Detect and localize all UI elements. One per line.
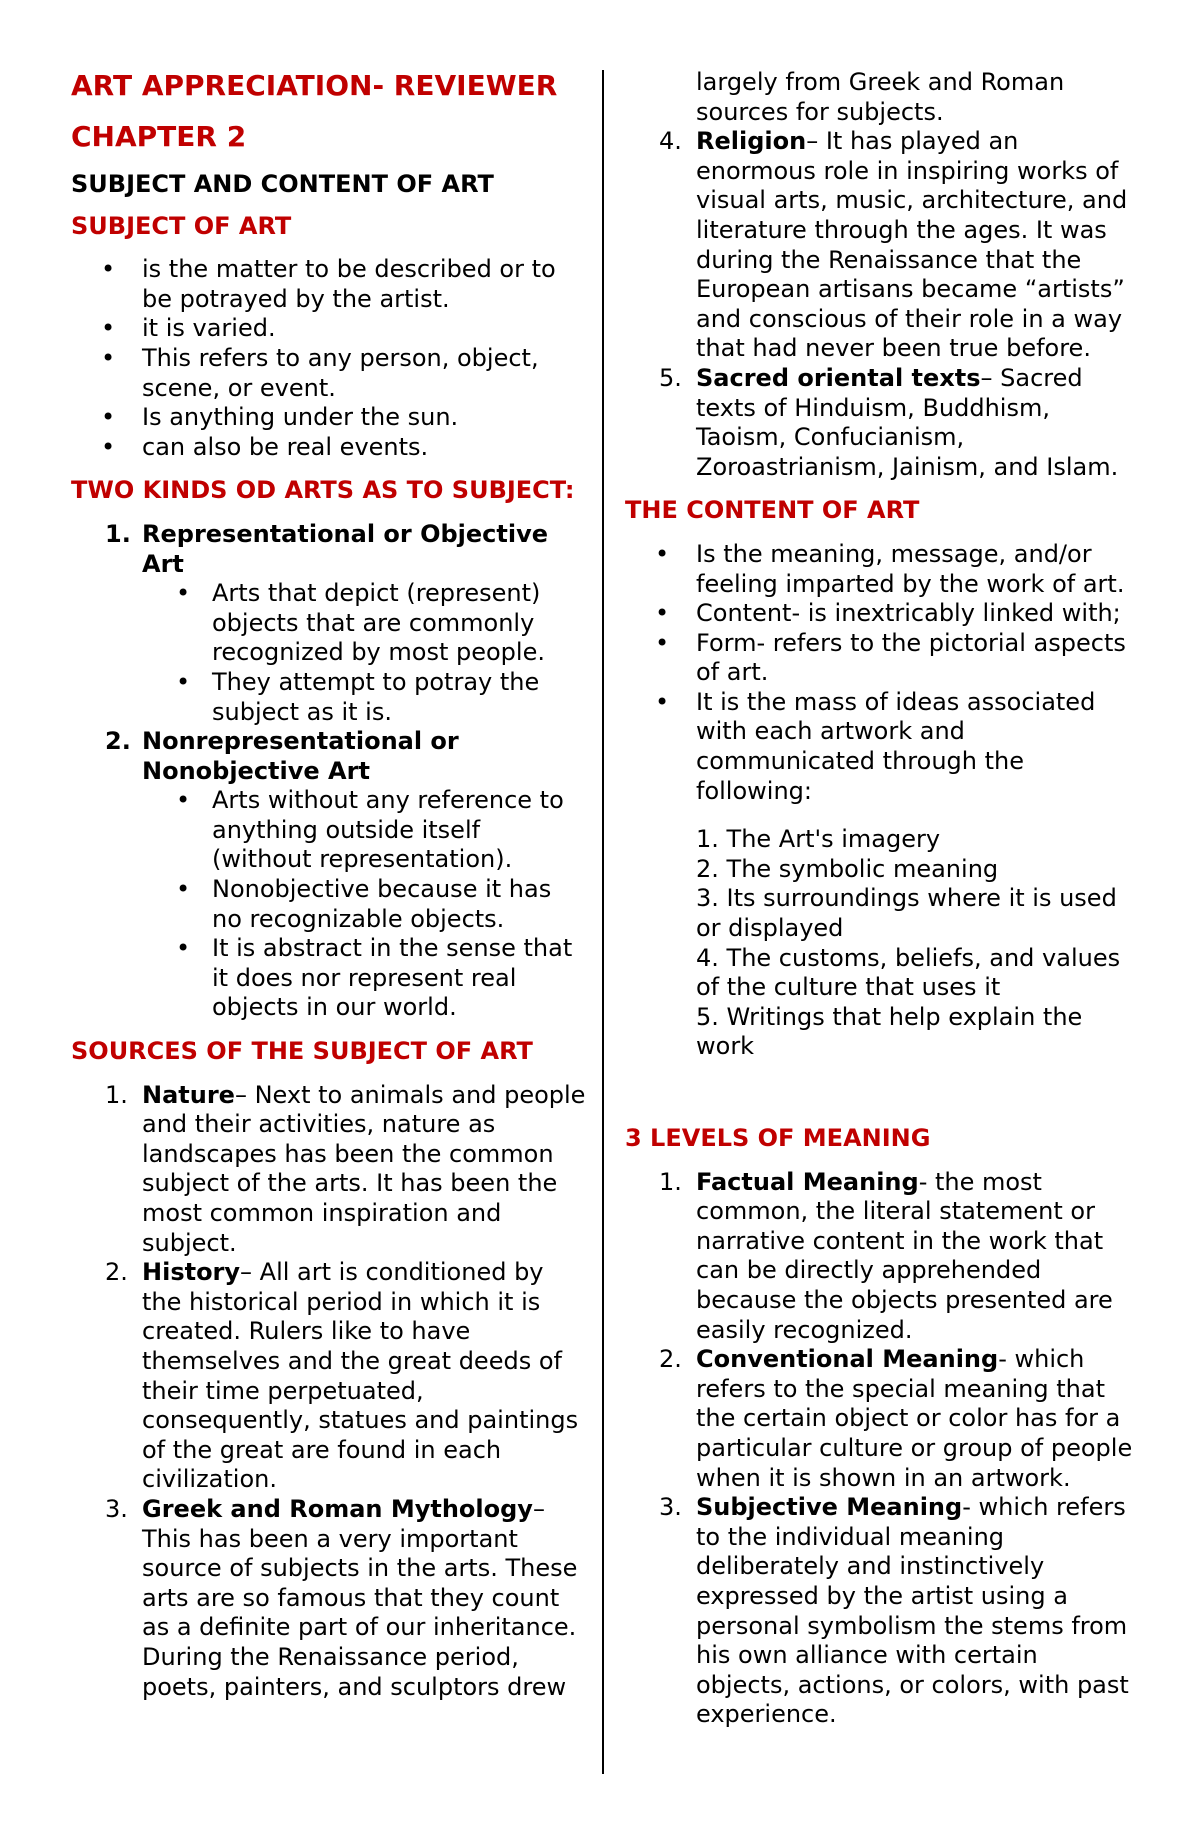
level-text: - which refers to the individual meaning deliberately and instinctively expressed by the artist using a personal symbolism the stems from his own alliance with certain objects, actions, or colors, with past experience. [696, 1493, 1129, 1729]
list-item: • Arts without any reference to anything outside itself (without representation). [142, 786, 586, 875]
item-number: 2. [105, 727, 131, 756]
kind-points [142, 579, 586, 727]
source-text: – This has been a very important source of subjects in the arts. These arts are so famous that they count as a definite part of our inheritance. During the Renaissance period, poets, painters, and sculptors drew [142, 1494, 578, 1701]
item-number: 2. [659, 1345, 682, 1374]
list-item: • is the matter to be described or to be potrayed by the artist. [71, 255, 586, 314]
source-text: – Next to animals and people and their activities, nature as landscapes has been the common subject of the arts. It has been the most common inspiration and subject. [142, 1080, 586, 1257]
list-item: 2. The symbolic meaning [696, 854, 999, 883]
sources-list-continued [625, 127, 1137, 482]
list-item: • It is abstract in the sense that it does nor represent real objects in our world. [142, 934, 586, 1023]
source-term: History [142, 1258, 241, 1287]
item-number: 1. [105, 519, 131, 548]
source-term: Greek and Roman Mythology [142, 1494, 533, 1523]
kind-title: Nonrepresentational or Nonobjective Art [142, 727, 459, 785]
list-item: 1. The Art's imagery [696, 825, 941, 854]
level-item [625, 1493, 1137, 1730]
list-item: • can also be real events. [71, 433, 586, 463]
item-number: 1. [105, 1080, 128, 1109]
kind-item [71, 727, 586, 1023]
item-number: 4. [659, 127, 682, 156]
item-number: 2. [105, 1258, 128, 1287]
kind-item [71, 520, 586, 727]
list-item: • They attempt to potray the subject as it is. [142, 668, 586, 727]
list-item: • Is the meaning, message, and/or feeling imparted by the work of art. [625, 540, 1137, 599]
list-item: • It is the mass of ideas associated with each artwork and communicated through the following: [625, 688, 1137, 806]
item-number: 3. [659, 1493, 682, 1522]
subject-of-art-heading: SUBJECT OF ART [71, 211, 292, 240]
source-text: – Sacred texts of Hinduism, Buddhism, Taoism, Confucianism, Zoroastrianism, Jainism, and Islam. [696, 363, 1119, 481]
continued-text: largely from Greek and Roman sources for subjects. [696, 68, 1065, 126]
level-term: Subjective Meaning [696, 1493, 963, 1522]
level-text: - the most common, the literal statement or narrative content in the work that can be directly apprehended because the objects presented are easily recognized. [696, 1167, 1113, 1344]
source-item [71, 1081, 586, 1259]
level-item [625, 1345, 1137, 1493]
levels-list [625, 1168, 1137, 1730]
levels-heading: 3 LEVELS OF MEANING [625, 1124, 931, 1152]
list-item: 4. The customs, beliefs, and values of the culture that uses it [696, 943, 1121, 1002]
source-text: – It has played an enormous role in inspiring works of visual arts, music, architecture, and literature through the ages. It was during the Renaissance that the European artisans became “artists” and conscious of their role in a way that had never been true before. [696, 127, 1128, 363]
content-of-art-heading: THE CONTENT OF ART [625, 496, 920, 525]
source-text: – All art is conditioned by the historical period in which it is created. Rulers like to have themselves and the great deeds of their time perpetuated, consequently, statues and paintings of the great are found in each civilization. [142, 1258, 579, 1494]
subject-of-art-list [71, 255, 586, 462]
level-item [625, 1168, 1137, 1346]
document-title: ART APPRECIATION- REVIEWER [71, 69, 558, 102]
level-text: - which refers to the special meaning that the certain object or color has for a particular culture or group of people when it is shown in an artwork. [696, 1345, 1133, 1492]
list-item: • Content- is inextricably linked with; [625, 599, 1137, 629]
source-item [625, 364, 1137, 482]
source-term: Religion [696, 127, 807, 156]
source-term: Sacred oriental texts [696, 363, 981, 392]
communicated-list [696, 825, 1137, 1062]
item-number: 1. [659, 1167, 682, 1196]
item-number: 3. [105, 1494, 128, 1523]
list-item: 5. Writings that help explain the work [696, 1002, 1083, 1061]
sources-heading: SOURCES OF THE SUBJECT OF ART [71, 1037, 533, 1066]
list-item: • Nonobjective because it has no recognizable objects. [142, 875, 586, 934]
sources-list [71, 1081, 586, 1702]
source-item [71, 1258, 586, 1495]
section-heading: SUBJECT AND CONTENT OF ART [71, 170, 494, 198]
list-item: 3. Its surroundings where it is used or displayed [696, 884, 1117, 943]
level-term: Factual Meaning [696, 1167, 919, 1196]
kind-points [142, 786, 586, 1023]
kinds-list [71, 520, 586, 1023]
list-item: • it is varied. [71, 314, 586, 344]
chapter-title: CHAPTER 2 [71, 120, 247, 153]
content-of-art-list [625, 540, 1137, 806]
kind-title: Representational or Objective Art [142, 519, 549, 578]
column-divider [602, 70, 604, 1774]
level-term: Conventional Meaning [696, 1345, 999, 1374]
source-item [625, 127, 1137, 364]
two-kinds-heading: TWO KINDS OD ARTS AS TO SUBJECT: [71, 476, 575, 505]
list-item: • Form- refers to the pictorial aspects of art. [625, 629, 1137, 688]
source-item [71, 1495, 586, 1702]
right-column [625, 68, 1137, 1730]
item-number: 5. [659, 363, 682, 392]
list-item: • Is anything under the sun. [71, 403, 586, 433]
left-column [71, 68, 586, 1702]
source-term: Nature [142, 1080, 235, 1109]
list-item: • This refers to any person, object, scene, or event. [71, 344, 586, 403]
list-item: • Arts that depict (represent) objects that are commonly recognized by most people. [142, 579, 586, 668]
